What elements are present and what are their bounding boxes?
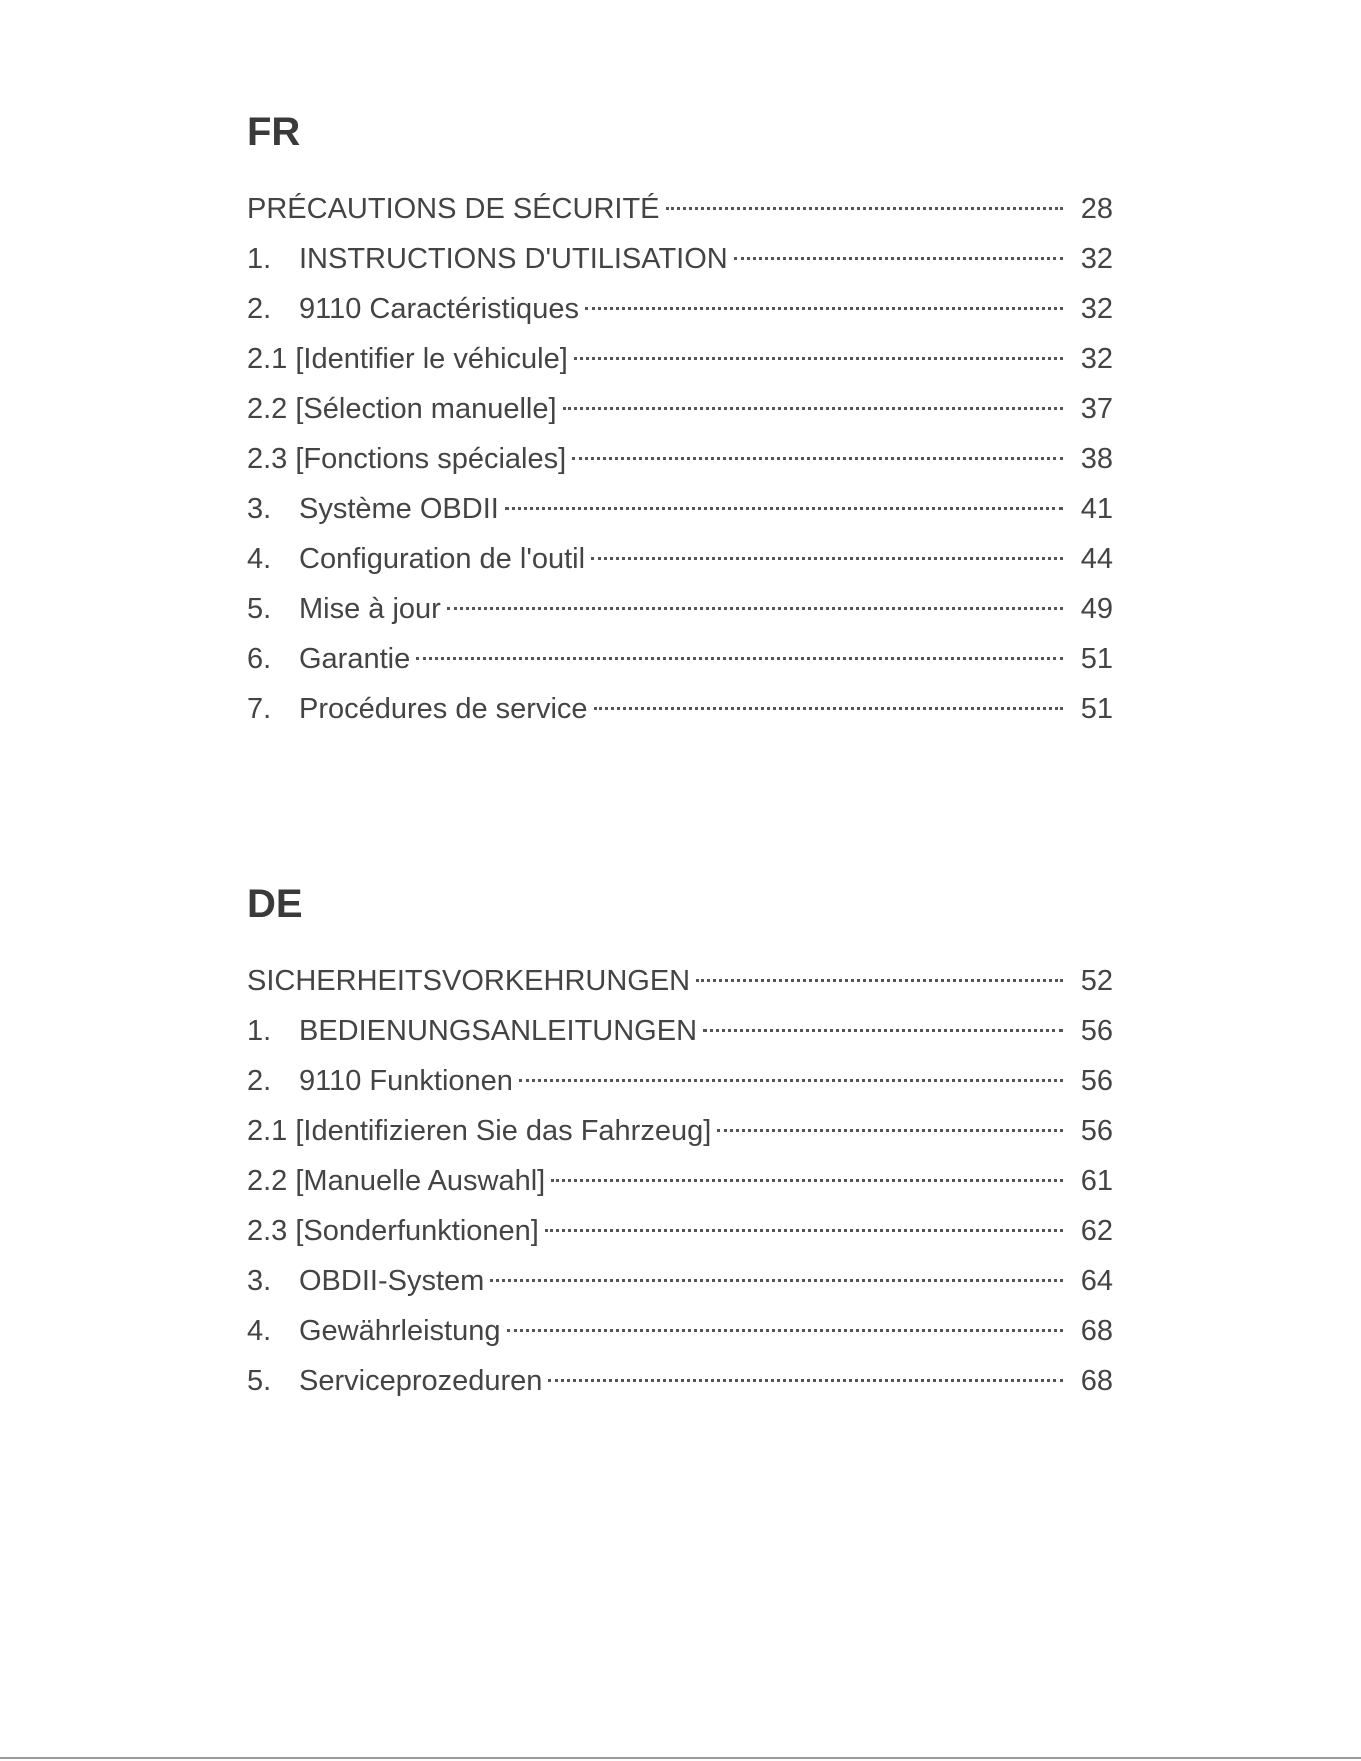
toc-entry[interactable]	[247, 1306, 1113, 1356]
toc-entry[interactable]	[247, 184, 1113, 234]
dot-leader	[548, 1375, 1063, 1382]
toc-entry-page-number: 51	[1080, 693, 1113, 725]
toc-section-fr	[247, 108, 1113, 734]
dot-leader	[551, 1175, 1063, 1182]
dot-leader	[519, 1075, 1063, 1082]
toc-entry[interactable]	[247, 634, 1113, 684]
toc-entry[interactable]	[247, 1206, 1113, 1256]
toc-entry-page-number: 56	[1080, 1015, 1113, 1047]
dot-leader	[734, 253, 1063, 260]
toc-entry[interactable]	[247, 1256, 1113, 1306]
toc-entry[interactable]	[247, 484, 1113, 534]
dot-leader	[490, 1275, 1063, 1282]
toc-entry-page-number: 62	[1080, 1215, 1113, 1247]
toc-entry[interactable]	[247, 684, 1113, 734]
dot-leader	[507, 1325, 1064, 1332]
toc-entry-title: Configuration de l'outil	[299, 543, 586, 575]
toc-entry-title: OBDII-System	[299, 1265, 485, 1297]
dot-leader	[447, 603, 1063, 610]
dot-leader	[666, 203, 1064, 210]
section-heading: DE	[247, 882, 303, 926]
section-heading: FR	[247, 110, 301, 154]
dot-leader	[574, 353, 1063, 360]
toc-entry-page-number: 56	[1080, 1115, 1113, 1147]
toc-entry[interactable]	[247, 1106, 1113, 1156]
toc-entry-title: 9110 Funktionen	[299, 1065, 513, 1097]
toc-entry-title: 2.1 [Identifier le véhicule]	[247, 343, 568, 375]
toc-entry-page-number: 68	[1080, 1365, 1113, 1397]
toc-entry-title: 2.1 [Identifizieren Sie das Fahrzeug]	[247, 1115, 712, 1147]
toc-entry-title: 2.3 [Sonderfunktionen]	[247, 1215, 539, 1247]
toc-entry-page-number: 44	[1080, 543, 1113, 575]
toc-entry-page-number: 61	[1080, 1165, 1113, 1197]
toc-entry-title: INSTRUCTIONS D'UTILISATION	[299, 243, 728, 275]
page-bottom-rule	[0, 1757, 1361, 1759]
toc-entry[interactable]	[247, 334, 1113, 384]
dot-leader	[591, 553, 1063, 560]
dot-leader	[505, 503, 1063, 510]
dot-leader	[563, 403, 1063, 410]
toc-list	[247, 184, 1113, 734]
dot-leader	[585, 303, 1063, 310]
toc-entry-number: 1.	[247, 1015, 272, 1047]
dot-leader	[572, 453, 1063, 460]
toc-entry[interactable]	[247, 234, 1113, 284]
toc-entry-page-number: 68	[1080, 1315, 1113, 1347]
toc-entry-page-number: 32	[1080, 343, 1113, 375]
toc-entry[interactable]	[247, 1056, 1113, 1106]
toc-entry-page-number: 32	[1080, 293, 1113, 325]
dot-leader	[717, 1125, 1063, 1132]
toc-entry-title: Système OBDII	[299, 493, 499, 525]
toc-entry-page-number: 38	[1080, 443, 1113, 475]
toc-entry-title: PRÉCAUTIONS DE SÉCURITÉ	[247, 193, 660, 225]
toc-entry-page-number: 51	[1080, 643, 1113, 675]
toc-entry-number: 6.	[247, 643, 272, 675]
toc-entry-title: Garantie	[299, 643, 411, 675]
toc-entry-page-number: 56	[1080, 1065, 1113, 1097]
toc-entry[interactable]	[247, 534, 1113, 584]
toc-entry-number: 3.	[247, 493, 272, 525]
dot-leader	[696, 975, 1063, 982]
toc-entry-title: Serviceprozeduren	[299, 1365, 543, 1397]
toc-entry-page-number: 64	[1080, 1265, 1113, 1297]
toc-entry-title: 2.2 [Manuelle Auswahl]	[247, 1165, 546, 1197]
toc-entry-number: 3.	[247, 1265, 272, 1297]
toc-entry-title: 9110 Caractéristiques	[299, 293, 579, 325]
toc-entry-page-number: 28	[1080, 193, 1113, 225]
toc-entry-number: 5.	[247, 1365, 272, 1397]
dot-leader	[703, 1025, 1063, 1032]
toc-entry[interactable]	[247, 384, 1113, 434]
toc-entry-page-number: 41	[1080, 493, 1113, 525]
toc-entry[interactable]	[247, 1006, 1113, 1056]
toc-entry-page-number: 52	[1080, 965, 1113, 997]
toc-entry-number: 4.	[247, 543, 272, 575]
toc-section-de	[247, 880, 1113, 1406]
dot-leader	[545, 1225, 1063, 1232]
toc-entry-number: 1.	[247, 243, 272, 275]
toc-entry-title: Gewährleistung	[299, 1315, 501, 1347]
toc-entry-number: 2.	[247, 293, 272, 325]
toc-entry-number: 5.	[247, 593, 272, 625]
toc-entry[interactable]	[247, 956, 1113, 1006]
toc-entry-page-number: 49	[1080, 593, 1113, 625]
toc-entry[interactable]	[247, 1156, 1113, 1206]
toc-entry-title: 2.2 [Sélection manuelle]	[247, 393, 557, 425]
toc-entry-title: Procédures de service	[299, 693, 588, 725]
toc-entry-number: 4.	[247, 1315, 272, 1347]
toc-entry-number: 7.	[247, 693, 272, 725]
toc-entry-title: BEDIENUNGSANLEITUNGEN	[299, 1015, 698, 1047]
toc-entry-page-number: 32	[1080, 243, 1113, 275]
dot-leader	[416, 653, 1063, 660]
toc-entry-title: Mise à jour	[299, 593, 441, 625]
toc-entry[interactable]	[247, 584, 1113, 634]
toc-entry-page-number: 37	[1080, 393, 1113, 425]
toc-entry[interactable]	[247, 1356, 1113, 1406]
toc-entry-title: SICHERHEITSVORKEHRUNGEN	[247, 965, 691, 997]
dot-leader	[594, 703, 1063, 710]
toc-entry[interactable]	[247, 434, 1113, 484]
toc-entry-title: 2.3 [Fonctions spéciales]	[247, 443, 567, 475]
toc-entry-number: 2.	[247, 1065, 272, 1097]
toc-entry[interactable]	[247, 284, 1113, 334]
toc-list	[247, 956, 1113, 1406]
